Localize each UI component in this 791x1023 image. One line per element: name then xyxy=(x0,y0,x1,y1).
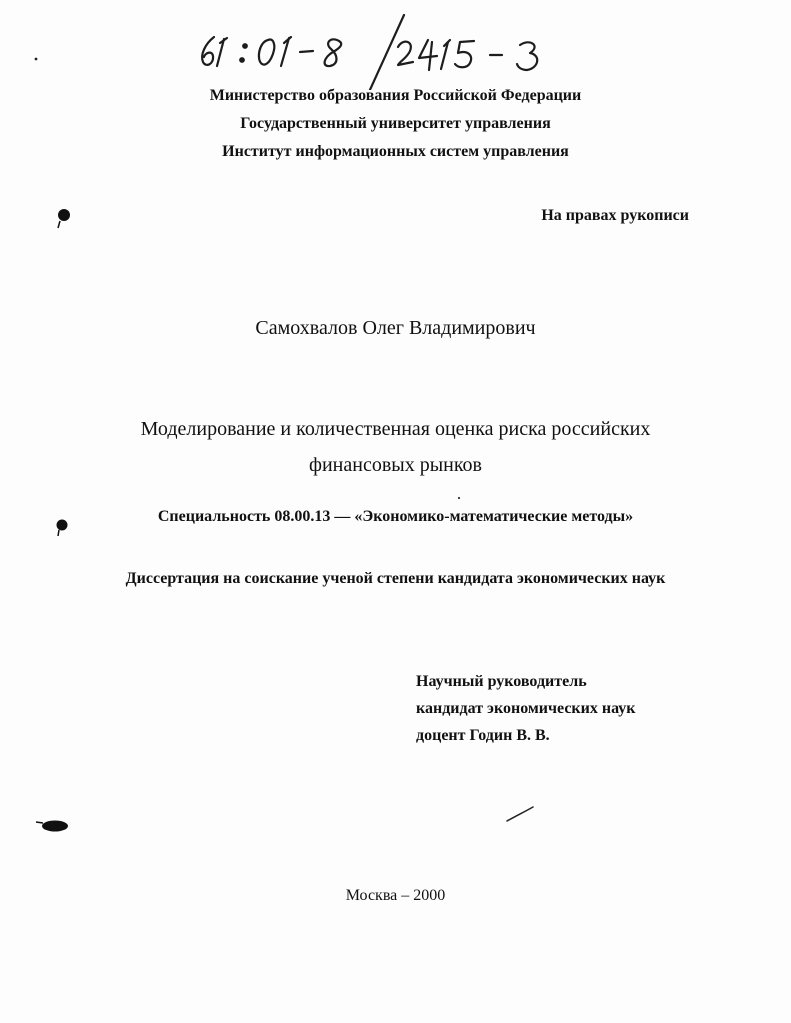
dissertation-title-line-2: финансовых рынков xyxy=(309,454,482,476)
supervisor-name: доцент Годин В. В. xyxy=(416,727,550,744)
rights-notice: На правах рукописи xyxy=(541,207,689,224)
university-name: Государственный университет управления xyxy=(240,115,551,132)
ministry-name: Министерство образования Российской Федерации xyxy=(209,87,582,104)
institute-name: Институт информационных систем управления xyxy=(222,143,569,160)
dissertation-title-line-1: Моделирование и количественная оценка риска российских xyxy=(140,418,651,440)
handwritten-archive-code xyxy=(0,0,791,90)
degree-statement: Диссертация на соискание ученой степени кандидата экономических наук xyxy=(125,570,666,587)
specialty-code: Специальность 08.00.13 — «Экономико-математические методы» xyxy=(157,508,634,525)
supervisor-degree: кандидат экономических наук xyxy=(416,700,636,717)
author-name: Самохвалов Олег Владимирович xyxy=(255,317,536,339)
city-and-year: Москва – 2000 xyxy=(345,887,446,904)
supervisor-role: Научный руководитель xyxy=(416,673,587,690)
